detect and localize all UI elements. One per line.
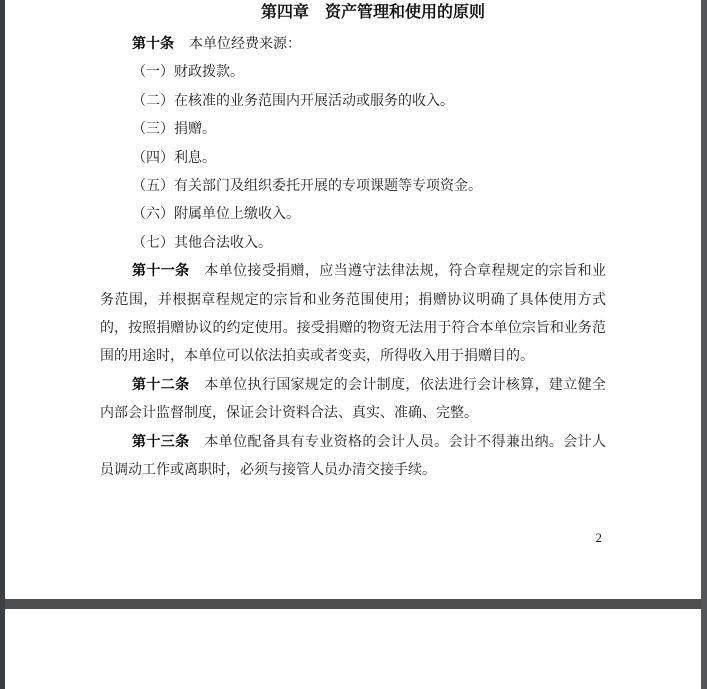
- list-item-5: [100, 173, 606, 201]
- paragraph-text: （三）捐赠。: [132, 122, 216, 138]
- chapter-heading: 第四章 资产管理和使用的原则: [260, 4, 485, 21]
- page-number: 2: [595, 530, 602, 545]
- paragraph-text: （七）其他合法收入。: [132, 235, 272, 251]
- paragraph-text: 本单位接受捐赠，应当遵守法律法规，符合章程规定的宗旨和业务范围，并根据章程规定的宗旨和业务范围使用；捐赠协议明确了具体使用方式的，按照捐赠协议的约定使用。接受捐赠的物资无法用于符合本单位宗旨和业务范围的用途时，本单位可以依法拍卖或者变卖，所得收入用于捐赠目的。: [100, 264, 607, 365]
- paragraph-text: （二）在核准的业务范围内开展活动或服务的收入。: [132, 93, 454, 109]
- list-item-7: [100, 230, 606, 258]
- list-item-1: [100, 59, 606, 87]
- paragraph-text: 本单位配备具有专业资格的会计人员。会计不得兼出纳。会计人员调动工作或离职时，必须与接管人员办清交接手续。: [100, 434, 607, 479]
- paragraph-text: （六）附属单位上缴收入。: [132, 207, 300, 223]
- viewer-right-edge: [701, 0, 707, 689]
- document-body: [100, 31, 606, 486]
- paragraph-text: （一）财政拨款。: [132, 65, 244, 81]
- viewer-left-edge: [0, 0, 5, 689]
- page-separator: [0, 599, 707, 609]
- paragraph-text: （四）利息。: [132, 150, 216, 166]
- article-number: 第十二条: [132, 377, 190, 393]
- paragraph-text: （五）有关部门及组织委托开展的专项课题等专项资金。: [132, 179, 482, 195]
- list-item-2: [100, 88, 606, 116]
- article-number: 第十一条: [132, 264, 190, 280]
- article-number: 第十条: [132, 37, 174, 52]
- document-page: [5, 0, 701, 599]
- paragraph-text: 本单位经费来源：: [189, 37, 301, 52]
- next-page: [5, 609, 701, 689]
- list-item-4: [100, 145, 606, 173]
- list-item-6: [100, 201, 606, 229]
- paragraph-article-12: [100, 372, 606, 429]
- list-item-3: [100, 116, 606, 144]
- paragraph-article-10: [100, 31, 606, 59]
- paragraph-article-11: [100, 258, 606, 372]
- paragraph-article-13: [100, 429, 606, 486]
- paragraph-text: 本单位执行国家规定的会计制度，依法进行会计核算，建立健全内部会计监督制度，保证会计资料合法、真实、准确、完整。: [100, 377, 607, 422]
- article-number: 第十三条: [132, 434, 190, 450]
